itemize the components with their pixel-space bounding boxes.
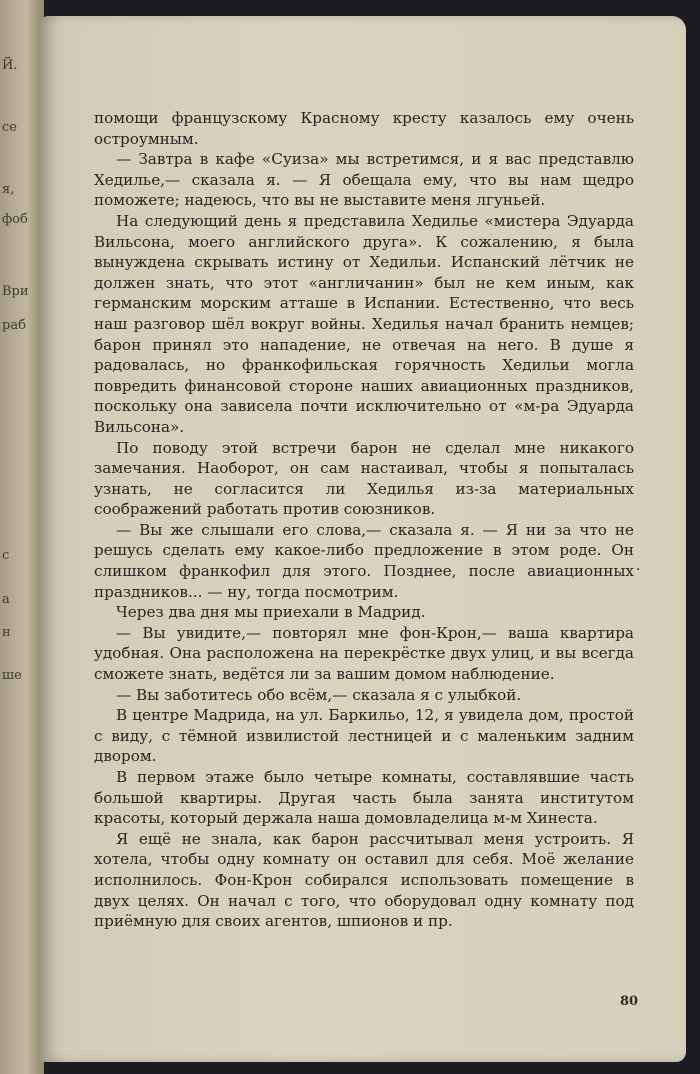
left-page-fragment: фоб xyxy=(2,212,28,227)
left-page-fragment: ше xyxy=(2,668,22,683)
stray-mark: · xyxy=(636,562,641,578)
page-body-text xyxy=(94,108,634,932)
paragraph: В первом этаже было четыре комнаты, составлявшие часть большой квартиры. Другая часть была занята институтом красоты, который держала наша домовладелица м-м Хинеста. xyxy=(94,768,634,828)
paragraph: — Вы увидите,— повторял мне фон-Крон,— ваша квартира удобная. Она расположена на перекрёстке двух улиц, и вы всегда сможете знать, ведётся ли за вашим домом наблюдение. xyxy=(94,623,634,684)
left-page-fragment: а xyxy=(2,592,10,607)
left-page-fragment: с xyxy=(2,548,10,563)
left-page-fragment: я, xyxy=(2,182,15,197)
left-page-fragment: се xyxy=(2,120,17,135)
paragraph: В центре Мадрида, на ул. Баркильо, 12, я увидела дом, простой с виду, с тёмной извилистой лестницей и с маленьким задним двором. xyxy=(94,706,634,766)
book-page xyxy=(40,16,686,1062)
paragraph: На следующий день я представила Хедилье «мистера Эдуарда Вильсона, моего английского друга». К сожалению, я была вынуждена скрывать истину от Хедильи. Испанский лётчик не должен знать, что этот «англичанин» был не кем иным, как германским морским атташе в Испании. Естественно, что весь наш разговор шёл вокруг войны. Хедилья начал бранить немцев; барон принял это нападение, не отвечая на него. В душе я радовалась, но франкофильская горячность Хедильи могла повредить финансовой стороне наших авиационных праздников, поскольку она зависела почти исключительно от «м-ра Эдуарда Вильсона». xyxy=(94,211,634,436)
paragraph: По поводу этой встречи барон не сделал мне никакого замечания. Наоборот, он сам настаивал, чтобы я попыталась узнать, не согласится ли Хедилья из-за материальных соображений работать против союзников. xyxy=(94,438,634,519)
paragraph: Я ещё не знала, как барон рассчитывал меня устроить. Я хотела, чтобы одну комнату он оставил для себя. Моё желание исполнилось. Фон-Крон собирался использовать помещение в двух целях. Он начал с того, что оборудовал одну комнату под приёмную для своих агентов, шпионов и пр. xyxy=(94,829,634,931)
paragraph: помощи французскому Красному кресту казалось ему очень остроумным. xyxy=(94,109,634,148)
page-number: 80 xyxy=(620,994,639,1009)
left-page-fragment: раб xyxy=(2,318,26,333)
paragraph: — Завтра в кафе «Суиза» мы встретимся, и я вас представлю Хедилье,— сказала я. — Я обещала ему, что вы нам щедро поможете; надеюсь, что вы не выставите меня лгуньей. xyxy=(94,150,634,210)
paragraph: — Вы заботитесь обо всём,— сказала я с улыбкой. xyxy=(116,685,522,704)
paragraph: Через два дня мы приехали в Мадрид. xyxy=(116,603,426,622)
left-page-fragment: Ври xyxy=(2,284,29,299)
left-page-fragment: н xyxy=(2,625,11,640)
paragraph: — Вы же слышали его слова,— сказала я. — Я ни за что не решусь сделать ему какое-либо предложение в этом роде. Он слишком франкофил для этого. Позднее, после авиационных праздников... — ну, тогда посмотрим. xyxy=(94,520,634,601)
left-page-edge xyxy=(0,0,44,1074)
left-page-fragment: Й. xyxy=(2,58,18,73)
